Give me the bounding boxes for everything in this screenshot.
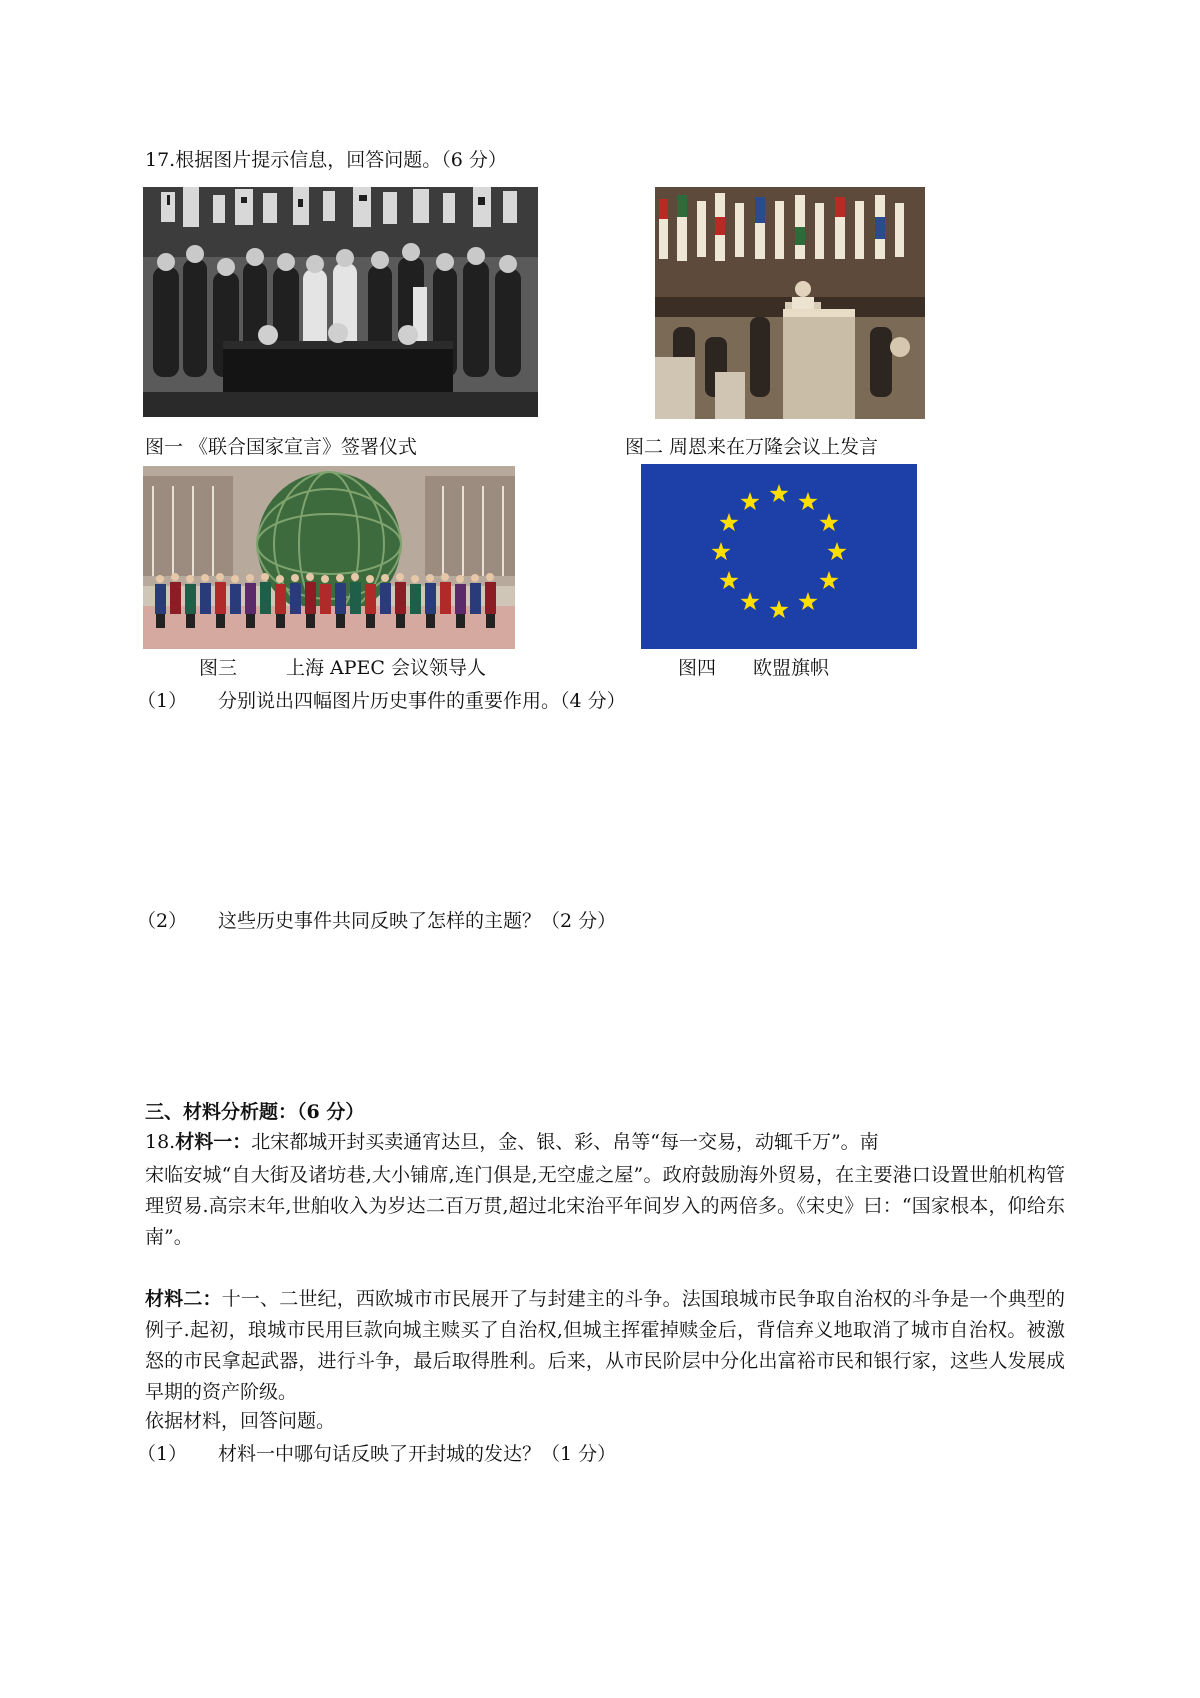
material-1-text-rest: 宋临安城“自大街及诸坊巷,大小铺席,连门俱是,无空虚之屋”。政府鼓励海外贸易，在主要港口设置世舶机构管理贸易.高宗末年,世舶收入为岁达二百万贯,超过北宋治平年间岁入的两倍多。《宋史》曰：“国家根本，仰给东南”。 [145,1164,1065,1248]
material-1-label: 材料一： [175,1131,252,1153]
q18-instruction: 依据材料，回答问题。 [145,1410,336,1432]
figure-4-caption-number: 图四 [678,657,717,679]
figure-3-caption-number: 图三 [199,657,238,679]
figure-4-eu-flag [641,464,917,649]
material-1-text-first: 北宋都城开封买卖通宵达旦，金、银、彩、帛等“每一交易，动辄千万”。南 [251,1131,879,1153]
question-17-title: 17.根据图片提示信息，回答问题。（6 分） [145,149,507,171]
figure-1-caption: 图一 《联合国家宣言》签署仪式 [145,436,418,458]
figure-3-caption: 上海 APEC 会议领导人 [286,657,486,679]
material-2-paragraph [145,1284,1065,1408]
q17-sub2-text: 这些历史事件共同反映了怎样的主题？（2 分） [218,910,617,932]
q18-number: 18. [145,1131,176,1153]
figure-2-photo [655,187,925,419]
figure-4-caption: 欧盟旗帜 [753,657,830,679]
section-3-heading: 三、材料分析题：（6 分） [145,1101,365,1123]
material-2-text: 十一、二世纪，西欧城市市民展开了与封建主的斗争。法国琅城市民争取自治权的斗争是一个典型的例子.起初，琅城市民用巨款向城主赎买了自治权,但城主挥霍掉赎金后，背信弃义地取消了城市自治权。被激怒的市民拿起武器，进行斗争，最后取得胜利。后来，从市民阶层中分化出富裕市民和银行家，这些人发展成早期的资产阶级。 [145,1288,1065,1403]
q18-material-1-first-line [145,1129,879,1155]
q17-sub2-number: （2） [137,910,188,932]
material-2-label: 材料二： [145,1288,222,1310]
figure-2-caption: 图二 周恩来在万隆会议上发言 [625,436,879,458]
figure-1-photo [143,187,538,417]
figure-3-photo [143,466,515,649]
q17-sub1-text: 分别说出四幅图片历史事件的重要作用。（4 分） [218,690,626,712]
q17-sub1-number: （1） [137,690,188,712]
q18-sub1-number: （1） [137,1443,188,1465]
q18-sub1-text: 材料一中哪句话反映了开封城的发达？（1 分） [218,1443,617,1465]
